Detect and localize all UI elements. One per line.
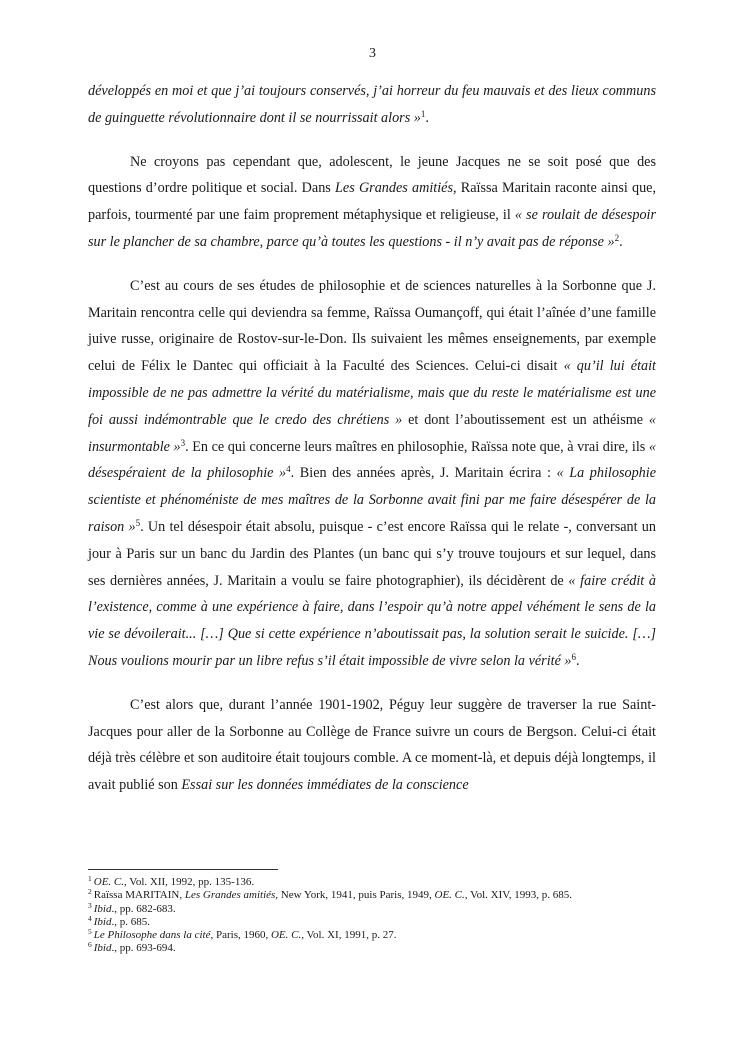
italic-text: Les Grandes amitiés: [335, 180, 453, 197]
footnote-number: 4: [88, 913, 92, 923]
text-run: Raïssa MARITAIN,: [93, 889, 185, 902]
footnote-number: 6: [88, 940, 92, 950]
text-run: , Raïssa Maritain raconte ainsi que, parfois, tourmenté par une faim proprement métaphysique et religieuse, il: [88, 180, 657, 224]
text-run: . Un tel désespoir était absolu, puisque - c’est encore Raïssa qui le relate -, conversant un jour à Paris sur un banc du Jardin des Plantes (un banc qui s’y trouve toujours et sur lequel, dans ses dernières années, J. Maritain a voulu se faire photographier), ils décidèrent de: [88, 518, 656, 589]
text-run: , New York, 1941, puis Paris, 1949,: [275, 889, 435, 902]
body-text: [88, 78, 656, 799]
text-run: et dont l’aboutissement est un athéisme: [402, 411, 649, 428]
italic-text: OE. C.: [270, 929, 302, 942]
italic-text: « La philosophie scientiste et phénoméniste de mes maîtres de la Sorbonne avait fini par me faire désespérer de la raison »: [88, 465, 656, 535]
text-run: ., pp. 693-694.: [111, 942, 176, 955]
footnote-separator: [88, 869, 278, 870]
footnote-reference[interactable]: 6: [571, 651, 577, 662]
footnote-number: 1: [88, 874, 92, 883]
text-run: , Vol. XI, 1991, p. 27.: [301, 929, 397, 942]
footnote: [88, 900, 658, 916]
text-run: , Paris, 1960,: [210, 929, 271, 942]
paragraph: [88, 149, 656, 256]
footnote: [88, 889, 658, 902]
italic-text: développés en moi et que j’ai toujours conservés, j’ai horreur du feu mauvais et des lieux communs de guinguette révolutionnaire dont il se nourrissait alors »: [88, 83, 656, 126]
footnote-reference[interactable]: 3: [180, 437, 186, 448]
footnote: [88, 929, 658, 942]
italic-text: « désespéraient de la philosophie »: [88, 438, 656, 482]
paragraph: [88, 273, 656, 675]
italic-text: Ibid: [93, 902, 112, 915]
footnote: [88, 876, 658, 889]
italic-text: Le Philosophe dans la cité: [93, 929, 211, 942]
footnote: [88, 942, 658, 955]
text-run: .: [619, 233, 623, 250]
italic-text: Ibid: [93, 915, 112, 928]
italic-text: « faire crédit à l’existence, comme à une expérience à faire, dans l’espoir qu’à notre appel véhément le sens de la vie se dévoilerait... […] Que si cette expérience n’aboutissait pas, la solution serait le suicide. […] Nous voulions mourir par un libre refus s’il était impossible de vivre selon la vérité »: [88, 572, 656, 669]
paragraph: [88, 692, 656, 799]
italic-text: OE. C.: [434, 889, 465, 902]
footnote-number: 5: [88, 927, 92, 937]
text-run: . Bien des années après, J. Maritain écrira :: [290, 465, 557, 482]
text-run: C’est alors que, durant l’année 1901-1902, Péguy leur suggère de traverser la rue Saint-Jacques pour aller de la Sorbonne au Collège de France suivre un cours de Bergson. Celui-ci était déjà très célèbre et son auditoire était toujours comble. A ce moment-là, et depuis déjà longtemps, il avait publié son: [88, 696, 656, 794]
text-run: ., pp. 682-683.: [111, 902, 176, 915]
footnotes: [88, 876, 658, 956]
footnote-reference[interactable]: 4: [286, 464, 291, 475]
italic-text: « insurmontable »: [88, 411, 656, 455]
footnote-number: 3: [88, 900, 92, 910]
italic-text: Essai sur les données immédiates de la conscience: [181, 777, 469, 794]
text-run: .: [425, 109, 429, 126]
italic-text: OE. C.: [93, 876, 124, 888]
text-run: . En ce qui concerne leurs maîtres en philosophie, Raïssa note que, à vrai dire, ils: [185, 438, 649, 455]
paragraph: [88, 78, 656, 132]
italic-text: « qu’il lui était impossible de ne pas admettre la vérité du matérialisme, mais que du reste le matérialisme est une foi aussi indémontrable que le credo des chrétiens »: [88, 358, 656, 428]
text-run: Ne croyons pas cependant que, adolescent, le jeune Jacques ne se soit posé que des questions d’ordre politique et social. Dans: [88, 153, 656, 197]
text-run: .: [576, 652, 580, 669]
italic-text: Les Grandes amitiés: [184, 889, 276, 902]
text-run: , Vol. XII, 1992, pp. 135-136.: [124, 876, 255, 888]
footnote: [88, 913, 658, 929]
page-number: 3: [369, 46, 376, 61]
text-run: ., p. 685.: [111, 915, 150, 928]
italic-text: Ibid: [93, 942, 112, 955]
text-run: , Vol. XIV, 1993, p. 685.: [464, 889, 573, 902]
text-run: C’est au cours de ses études de philosophie et de sciences naturelles à la Sorbonne que J. Maritain rencontra celle qui deviendra sa femme, Raïssa Oumançoff, qui était l’aînée d’une famille juive russe, originaire de Rostov-sur-le-Don. Ils suivaient les mêmes enseignements, par exemple celui de Félix le Dantec qui officiait à la Faculté des Sciences. Celui-ci disait: [88, 277, 656, 375]
footnote-reference[interactable]: 2: [614, 232, 620, 243]
footnote-reference[interactable]: 5: [135, 517, 141, 528]
footnote-number: 2: [88, 887, 92, 897]
footnote-reference[interactable]: 1: [420, 108, 426, 119]
italic-text: « se roulait de désespoir sur le plancher de sa chambre, parce qu’à toutes les questions - il n’y avait pas de réponse »: [88, 207, 656, 250]
